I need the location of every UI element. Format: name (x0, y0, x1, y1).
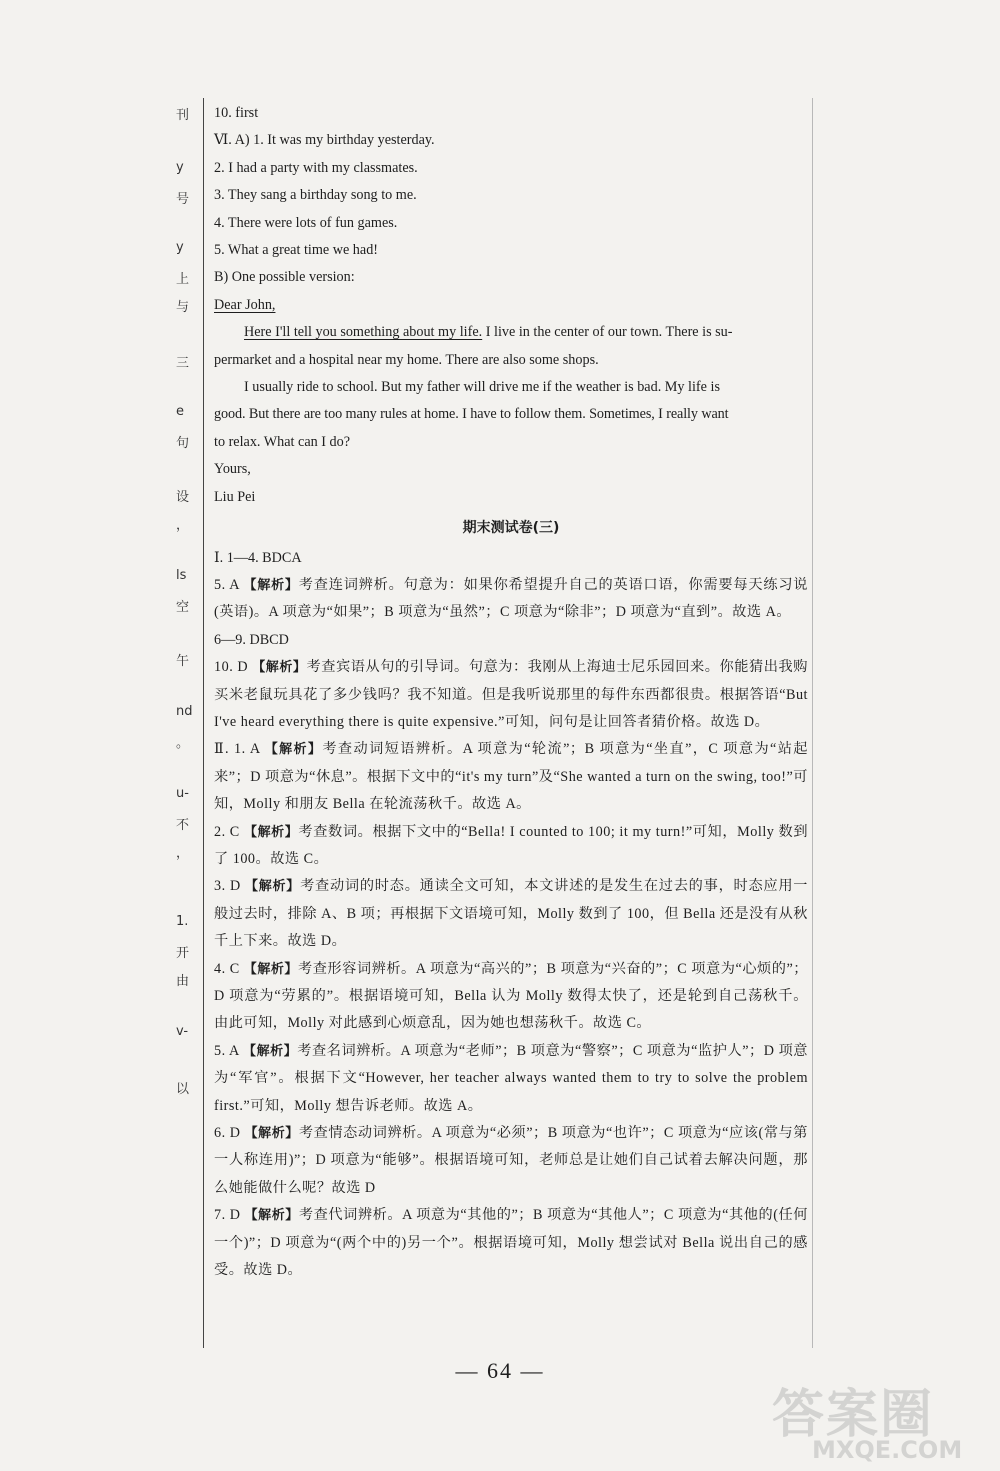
margin-fragment: u- (176, 786, 189, 801)
margin-fragment: 三 (176, 356, 190, 371)
explanation-item (214, 1038, 808, 1120)
margin-fragment: 以 (176, 1082, 190, 1097)
explanation-text: 考查连词辨析。句意为：如果你希望提升自己的英语口语，你需要每天练习说(英语)。A 项意为“如果”；B 项意为“虽然”；C 项意为“除非”；D 项意为“直到”。故选 A。 (214, 576, 808, 621)
margin-fragment: 空 (176, 600, 190, 615)
answer-line: 6—9. DBCD (214, 631, 289, 648)
item-number: Ⅱ. 1. A (214, 741, 260, 758)
column-divider (203, 98, 204, 1348)
letter-closing: Yours, (214, 461, 251, 478)
margin-fragment: 。 (176, 736, 190, 751)
section-title: 期末测试卷(三) (462, 520, 560, 537)
margin-fragment: 刊 (176, 108, 190, 123)
answer-line: 10. first (214, 105, 259, 121)
item-number: 5. A (214, 1042, 239, 1059)
explanation-text: 考查动词短语辨析。A 项意为“轮流”；B 项意为“坐直”，C 项意为“站起来”；D 项意为“休息”。根据下文中的“it's my turn”及“She wanted a turn on the swing, too!”可知，Molly 和朋友 Bella 在轮流荡秋千。故选 A。 (214, 741, 808, 813)
answer-line: B) One possible version: (214, 269, 355, 286)
margin-fragment: ， (176, 846, 190, 861)
item-number: 2. C (214, 823, 240, 840)
margin-fragment: y (176, 240, 184, 255)
watermark-brand: 答案圈 (772, 1385, 935, 1445)
answer-line: 5. What a great time we had! (214, 242, 379, 259)
explanation-text: 考查代词辨析。A 项意为“其他的”；B 项意为“其他人”；C 项意为“其他的(任何一个)”；D 项意为“(两个中的)另一个”。根据语境可知，Molly 想尝试对 Bella 说出自己的感受。故选 D。 (214, 1207, 808, 1279)
explanation-text: 考查名词辨析。A 项意为“老师”；B 项意为“警察”；C 项意为“监护人”；D 项意为“军官”。根据下文“However, her teacher always wanted them to try to solve the problem first.”可知，Molly 想告诉老师。故选 A。 (214, 1042, 808, 1114)
explanation-item (214, 736, 808, 818)
explanation-item (214, 572, 808, 627)
underlined-sentence: Here I'll tell you something about my life. (244, 324, 483, 341)
margin-fragment: 号 (176, 192, 190, 207)
analysis-tag: 【解析】 (244, 1126, 299, 1142)
watermark-url: MXQE.COM (812, 1436, 963, 1464)
explanation-item (214, 873, 808, 955)
explanation-item (214, 819, 808, 874)
item-number: 3. D (214, 878, 241, 895)
margin-fragment: 1. (176, 914, 189, 929)
margin-fragment: 与 (176, 300, 190, 315)
letter-paragraph-line: to relax. What can I do? (214, 433, 351, 450)
margin-fragment: e (176, 404, 184, 419)
margin-fragment: 设 (176, 490, 190, 505)
item-number: 5. A (214, 576, 240, 593)
analysis-tag: 【解析】 (252, 660, 307, 676)
left-margin-bleed (0, 0, 200, 1471)
item-number: 4. C (214, 960, 240, 977)
letter-paragraph-line (214, 319, 808, 346)
margin-fragment: y (176, 160, 184, 175)
explanation-text: 考查动词的时态。通读全文可知，本文讲述的是发生在过去的事，时态应用一般过去时，排除 A、B 项；再根据下文语境可知，Molly 数到了 100，但 Bella 还是没有从秋千上下来。故选 D。 (214, 878, 808, 950)
explanation-item (214, 956, 808, 1038)
answer-line: 3. They sang a birthday song to me. (214, 187, 417, 204)
margin-fragment: ls (176, 568, 187, 583)
letter-paragraph-line: good. But there are too many rules at home. I have to follow them. Sometimes, I really want (214, 406, 729, 423)
letter-paragraph-line: permarket and a hospital near my home. There are also some shops. (214, 351, 599, 368)
explanation-item (214, 1202, 808, 1284)
explanation-text: 考查情态动词辨析。A 项意为“必须”；B 项意为“也许”；C 项意为“应该(常与第一人称连用)”；D 项意为“能够”。根据语境可知，老师总是让她们自己试着去解决问题，那么她能做什么呢？故选 D (214, 1125, 808, 1196)
analysis-tag: 【解析】 (264, 742, 323, 758)
explanation-item (214, 654, 808, 736)
explanation-text: 考查宾语从句的引导词。句意为：我刚从上海迪士尼乐园回来。你能猜出我购买米老鼠玩具花了多少钱吗？我不知道。但是我听说那里的每件东西都很贵。根据答语“But I've heard everything there is quite expensive.”可知，问句是让回答者猜价格。故选 D。 (214, 659, 808, 730)
margin-fragment: 不 (176, 818, 190, 833)
analysis-tag: 【解析】 (243, 577, 299, 593)
letter-salutation: Dear John, (214, 296, 276, 313)
answer-line: 2. I had a party with my classmates. (214, 159, 418, 176)
margin-fragment: 午 (176, 654, 190, 669)
item-number: 7. D (214, 1207, 241, 1224)
margin-fragment: 由 (176, 974, 190, 989)
page-number: — 64 — (455, 1358, 545, 1383)
answer-line: Ⅰ. 1—4. BDCA (214, 549, 302, 566)
letter-signature: Liu Pei (214, 488, 256, 505)
analysis-tag: 【解析】 (243, 961, 298, 977)
letter-paragraph-line: I usually ride to school. But my father will drive me if the weather is bad. My life is (244, 379, 720, 396)
margin-fragment: 开 (176, 946, 190, 961)
margin-fragment: nd (176, 704, 193, 719)
letter-text: I live in the center of our town. There is su- (482, 324, 733, 341)
item-number: 10. D (214, 659, 249, 676)
watermark-logo (772, 1372, 982, 1467)
explanation-item (214, 1120, 808, 1202)
answer-line: Ⅵ. A) 1. It was my birthday yesterday. (214, 132, 435, 149)
answer-line: 4. There were lots of fun games. (214, 214, 398, 231)
answer-content (214, 100, 808, 1284)
margin-fragment: 句 (176, 436, 190, 451)
analysis-tag: 【解析】 (243, 824, 299, 840)
right-margin-rule (812, 98, 813, 1348)
analysis-tag: 【解析】 (244, 1208, 299, 1224)
item-number: 6. D (214, 1125, 241, 1142)
margin-fragment: v- (176, 1024, 189, 1039)
analysis-tag: 【解析】 (243, 1043, 298, 1059)
margin-fragment: 上 (176, 272, 190, 287)
explanation-text: 考查数词。根据下文中的“Bella! I counted to 100; it my turn!”可知，Molly 数到了 100。故选 C。 (214, 823, 809, 867)
analysis-tag: 【解析】 (245, 879, 301, 895)
margin-fragment: ， (176, 518, 190, 533)
explanation-text: 考查形容词辨析。A 项意为“高兴的”；B 项意为“兴奋的”；C 项意为“心烦的”；D 项意为“劳累的”。根据语境可知，Bella 认为 Molly 数得太快了，还是轮到自己荡秋千。由此可知，Molly 对此感到心烦意乱，因为她也想荡秋千。故选 C。 (214, 960, 808, 1032)
